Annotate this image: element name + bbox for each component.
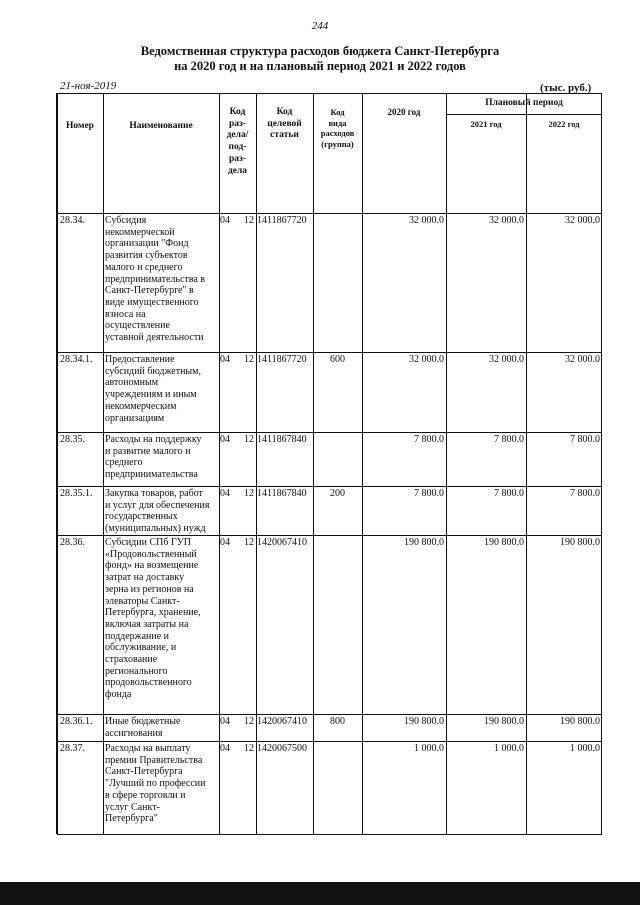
row-border [57,535,602,536]
header-year-2020: 2020 год [387,107,421,117]
row-y2021: 190 800.0 [484,716,524,727]
document-title-line-2: на 2020 год и на плановый период 2021 и 2022 годов [174,59,466,73]
row-border [57,352,602,353]
row-expense-type: 200 [330,488,345,499]
header-section-code: Код раз- дела/ под- раз- дела [226,107,249,176]
row-y2021: 1 000.0 [494,743,524,754]
row-section: 04 [220,537,230,548]
column-border [103,94,104,834]
header-number: Номер [66,121,94,131]
budget-table [56,93,602,834]
row-expense-type: 800 [330,716,345,727]
row-section: 04 [220,716,230,727]
row-y2022: 7 800.0 [570,488,600,499]
row-target: 1420067410 [257,537,307,548]
row-number: 28.35. [60,434,85,445]
row-border [57,714,602,715]
row-section: 04 [220,743,230,754]
row-number: 28.37. [60,743,85,754]
page-number: 244 [311,20,329,32]
row-name: Расходы на поддержку и развитие малого и среднего предпринимательства [105,434,202,481]
header-target-code: Код целевой статьи [267,107,302,141]
row-name: Расходы на выплату премии Правительства Санкт-Петербурга "Лучший по профессии в сфере торговли и услуг Санкт- Петербурга" [105,743,206,825]
row-name: Закупка товаров, работ и услуг для обеспечения государственных (муниципальных) нужд [105,488,210,535]
row-y2020: 190 800.0 [404,537,444,548]
row-target: 1420067410 [257,716,307,727]
row-border [57,741,602,742]
header-bottom-border [57,213,602,214]
row-target: 1411867720 [257,215,307,226]
row-number: 28.34. [60,215,85,226]
document-title [0,44,640,74]
header-name: Наименование [129,121,193,131]
row-subsection: 12 [244,354,254,365]
row-y2021: 32 000.0 [489,215,524,226]
row-number: 28.36. [60,537,85,548]
row-expense-type: 600 [330,354,345,365]
header-year-2021: 2021 год [470,119,502,129]
row-number: 28.34.1. [60,354,93,365]
document-date: 21-ноя-2019 [60,80,117,92]
row-y2022: 32 000.0 [565,215,600,226]
row-y2022: 32 000.0 [565,354,600,365]
header-year-2022: 2022 год [548,119,580,129]
row-subsection: 12 [244,716,254,727]
units-label: (тыс. руб.) [540,82,592,94]
scan-bottom-border [0,882,640,905]
header-expense-type-code: Код вида расходов (группа) [320,107,355,149]
row-y2020: 1 000.0 [414,743,444,754]
header-planned-period: Плановый период [485,98,563,108]
row-section: 04 [220,215,230,226]
document-title-line-1: Ведомственная структура расходов бюджета Санкт-Петербурга [140,44,500,58]
row-target: 1411867720 [257,354,307,365]
row-target: 1420067500 [257,743,307,754]
row-y2020: 7 800.0 [414,434,444,445]
row-y2022: 1 000.0 [570,743,600,754]
row-y2021: 32 000.0 [489,354,524,365]
row-subsection: 12 [244,537,254,548]
row-target: 1411867840 [257,488,307,499]
planned-period-divider [446,114,602,115]
row-section: 04 [220,434,230,445]
row-target: 1411867840 [257,434,307,445]
row-border [57,432,602,433]
row-border [57,834,602,835]
row-name: Субсидия некоммерческой организации "Фонд развития субъектов малого и среднего предпринимательства в Санкт-Петербурге" в виде имущественного взноса на осуществление уставной деятельности [105,215,206,344]
row-name: Предоставление субсидий бюджетным, автономным учреждениям и иным некоммерческим организациям [105,354,201,424]
row-y2022: 7 800.0 [570,434,600,445]
row-border [57,486,602,487]
column-border [601,94,602,834]
row-section: 04 [220,488,230,499]
row-name: Иные бюджетные ассигнования [105,716,181,739]
column-border [57,94,58,834]
row-y2020: 32 000.0 [409,215,444,226]
row-y2022: 190 800.0 [560,716,600,727]
row-number: 28.36.1. [60,716,93,727]
row-y2021: 190 800.0 [484,537,524,548]
row-subsection: 12 [244,488,254,499]
row-subsection: 12 [244,215,254,226]
row-y2021: 7 800.0 [494,434,524,445]
row-number: 28.35.1. [60,488,93,499]
row-name: Субсидии СПб ГУП «Продовольственный фонд» на возмещение затрат на доставку зерна из регионов на элеваторы Санкт- Петербурга, хранение, включая затраты на поддержание и обслуживание, и страхование регионального продовольственного фонда [105,537,201,701]
row-y2020: 7 800.0 [414,488,444,499]
row-subsection: 12 [244,434,254,445]
row-y2020: 190 800.0 [404,716,444,727]
row-subsection: 12 [244,743,254,754]
row-y2020: 32 000.0 [409,354,444,365]
row-section: 04 [220,354,230,365]
row-y2022: 190 800.0 [560,537,600,548]
row-y2021: 7 800.0 [494,488,524,499]
